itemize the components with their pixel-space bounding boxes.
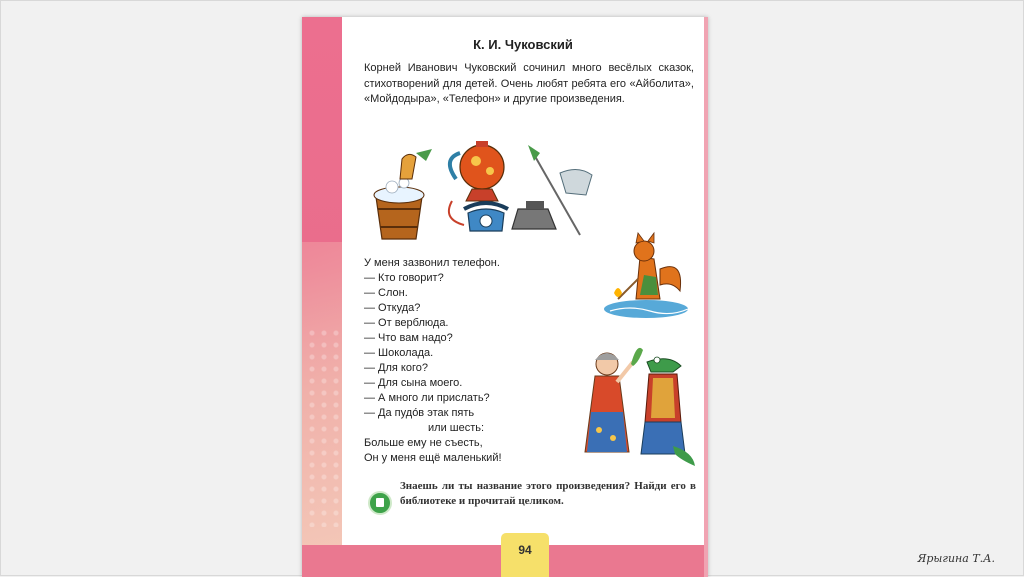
iron-illustration (512, 145, 592, 235)
washtub-illustration (374, 149, 432, 239)
poem-line: — От верблюда. (364, 317, 449, 329)
right-edge-stripe (704, 17, 708, 577)
poem-line: — Да пудóв этак пять (364, 407, 475, 419)
poem-line: — Откуда? (364, 302, 421, 314)
poem-line: — Кто говорит? (364, 272, 444, 284)
poem-line: Больше ему не съесть, (364, 437, 483, 449)
poem-line: или шесть: (428, 422, 485, 434)
book-task-icon (368, 491, 392, 515)
page-title: К. И. Чуковский (473, 37, 573, 52)
page-content (342, 17, 704, 545)
illustration-grandma-and-crocodile (577, 342, 697, 472)
poem-line: — Для кого? (364, 362, 428, 374)
grandma-illustration (585, 348, 643, 452)
task-text: Знаешь ли ты название этого произведения? Найди его в библиотеке и прочитай целиком. (400, 480, 696, 507)
illustration-fox-with-matches (600, 229, 690, 321)
poem-line: — Что вам надо? (364, 332, 453, 344)
intro-paragraph: Корней Иванович Чуковский сочинил много весёлых сказок, стихотворений для детей. Очень любят ребята его «Айболита», «Мойдодыра», «Телефон» и другие произведения. (364, 62, 694, 105)
page-number: 94 (501, 533, 549, 577)
poem-line: Он у меня ещё маленький! (364, 452, 502, 464)
poem (364, 256, 584, 466)
samovar-illustration (450, 141, 504, 201)
textbook-page (302, 17, 708, 577)
illustration-fairy-tale-objects (372, 139, 597, 244)
poem-line: — Шоколада. (364, 347, 434, 359)
poem-line: — Для сына моего. (364, 377, 463, 389)
poem-line: У меня зазвонил телефон. (364, 257, 500, 269)
poem-line: — Слон. (364, 287, 408, 299)
poem-line: — А много ли прислать? (364, 392, 490, 404)
crocodile-illustration (641, 357, 695, 466)
author-signature: Ярыгина Т.А. (917, 552, 995, 565)
floral-ornament (306, 327, 342, 527)
telephone-illustration (449, 201, 508, 231)
